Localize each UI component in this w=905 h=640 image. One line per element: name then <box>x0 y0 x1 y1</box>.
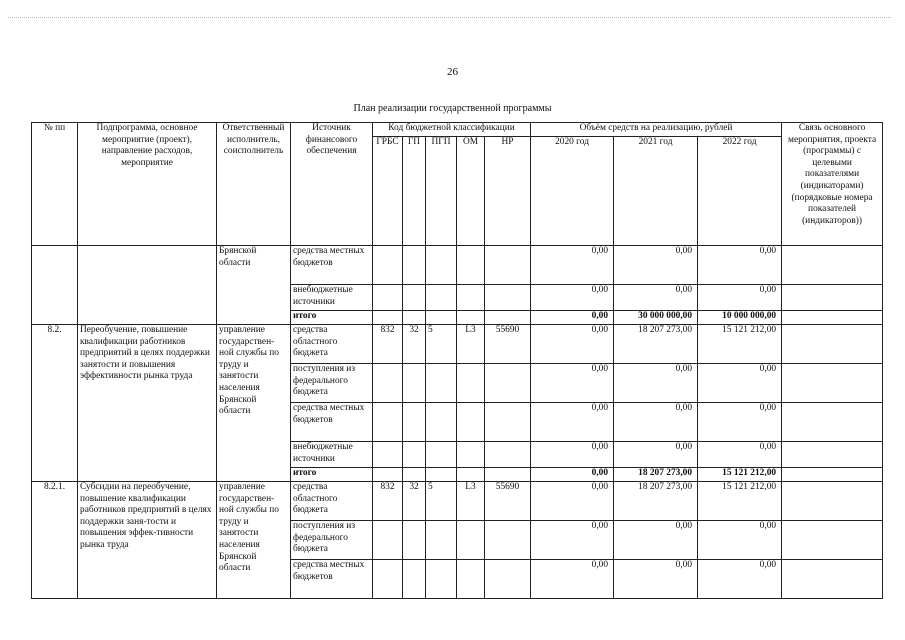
value-2020: 0,00 <box>531 311 614 325</box>
value-2021: 18 207 273,00 <box>614 325 698 364</box>
header-grbs: ГРБС <box>373 137 403 246</box>
value-2020: 0,00 <box>531 364 614 403</box>
page-number: 26 <box>447 66 458 78</box>
value-2022: 0,00 <box>698 364 782 403</box>
cont-name-cell <box>78 246 217 325</box>
value-2021: 0,00 <box>614 442 698 468</box>
grbs-code: 832 <box>373 482 403 521</box>
source-cell: средства местных бюджетов <box>291 403 373 442</box>
value-2020: 0,00 <box>531 442 614 468</box>
value-2022: 0,00 <box>698 521 782 560</box>
source-cell: средства местных бюджетов <box>291 246 373 285</box>
table-row <box>32 325 883 364</box>
value-2020: 0,00 <box>531 285 614 311</box>
source-cell: средства местных бюджетов <box>291 560 373 599</box>
value-2022: 15 121 212,00 <box>698 482 782 521</box>
value-2021: 0,00 <box>614 285 698 311</box>
om-code: L3 <box>457 325 485 364</box>
source-cell: итого <box>291 468 373 482</box>
header-budget-code: Код бюджетной классификации <box>373 123 531 137</box>
table-row <box>32 246 883 285</box>
item-name: Субсидии на переобучение, повышение квалификации работников предприятий в целях поддержки заня-тости и повышения эффек-тивности рынка труда <box>78 482 217 599</box>
value-2020: 0,00 <box>531 403 614 442</box>
header-gp: ГП <box>403 137 426 246</box>
value-2021: 0,00 <box>614 364 698 403</box>
source-cell: поступления из федерального бюджета <box>291 521 373 560</box>
value-2021: 0,00 <box>614 246 698 285</box>
value-2021: 30 000 000,00 <box>614 311 698 325</box>
item-number: 8.2. <box>32 325 78 482</box>
value-2022: 0,00 <box>698 246 782 285</box>
pgp-code: 5 <box>426 325 457 364</box>
header-program: Подпрограмма, основное мероприятие (проект), направление расходов, мероприятие <box>78 123 217 246</box>
value-2021: 0,00 <box>614 560 698 599</box>
value-2022: 15 121 212,00 <box>698 468 782 482</box>
value-2020: 0,00 <box>531 246 614 285</box>
source-cell: итого <box>291 311 373 325</box>
header-2020: 2020 год <box>531 137 614 246</box>
header-pgp: ПГП <box>426 137 457 246</box>
header-om: ОМ <box>457 137 485 246</box>
value-2022: 15 121 212,00 <box>698 325 782 364</box>
source-cell: внебюджетные источники <box>291 442 373 468</box>
pgp-code: 5 <box>426 482 457 521</box>
source-cell: средства областного бюджета <box>291 325 373 364</box>
header-funds: Объём средств на реализацию, рублей <box>531 123 782 137</box>
item-number: 8.2.1. <box>32 482 78 599</box>
source-cell: внебюджетные источники <box>291 285 373 311</box>
gp-code: 32 <box>403 325 426 364</box>
value-2020: 0,00 <box>531 521 614 560</box>
plan-table <box>31 122 883 599</box>
source-cell: средства областного бюджета <box>291 482 373 521</box>
header-link: Связь основного мероприятия, проекта (программы) с целевыми показателями (индикаторами) (порядковые номера показателей (индикаторов)) <box>782 123 883 246</box>
scan-top-rule <box>8 17 891 18</box>
table-row <box>32 482 883 521</box>
table-caption: План реализации государственной программы <box>353 103 552 114</box>
value-2020: 0,00 <box>531 468 614 482</box>
item-executor: управление государствен-ной службы по труду и занятости населения Брянской области <box>217 325 291 482</box>
value-2022: 0,00 <box>698 560 782 599</box>
source-cell: поступления из федерального бюджета <box>291 364 373 403</box>
cont-num-cell <box>32 246 78 325</box>
header-num: № пп <box>32 123 78 246</box>
value-2021: 0,00 <box>614 521 698 560</box>
om-code: L3 <box>457 482 485 521</box>
value-2020: 0,00 <box>531 482 614 521</box>
value-2021: 18 207 273,00 <box>614 482 698 521</box>
header-source: Источник финансового обеспечения <box>291 123 373 246</box>
value-2021: 18 207 273,00 <box>614 468 698 482</box>
item-name: Переобучение, повышение квалификации работников предприятий в целях поддержки занятости и повышения эффективности рынка труда <box>78 325 217 482</box>
value-2022: 0,00 <box>698 403 782 442</box>
header-2022: 2022 год <box>698 137 782 246</box>
value-2020: 0,00 <box>531 560 614 599</box>
value-2022: 0,00 <box>698 442 782 468</box>
grbs-code: 832 <box>373 325 403 364</box>
header-nr: НР <box>485 137 531 246</box>
nr-code: 55690 <box>485 482 531 521</box>
header-executor: Ответственный исполнитель, соисполнитель <box>217 123 291 246</box>
value-2020: 0,00 <box>531 325 614 364</box>
header-row-1 <box>32 123 883 137</box>
value-2022: 0,00 <box>698 285 782 311</box>
nr-code: 55690 <box>485 325 531 364</box>
value-2021: 0,00 <box>614 403 698 442</box>
value-2022: 10 000 000,00 <box>698 311 782 325</box>
gp-code: 32 <box>403 482 426 521</box>
item-executor: управление государствен-ной службы по труду и занятости населения Брянской области <box>217 482 291 599</box>
cont-executor: Брянской области <box>217 246 291 325</box>
header-2021: 2021 год <box>614 137 698 246</box>
